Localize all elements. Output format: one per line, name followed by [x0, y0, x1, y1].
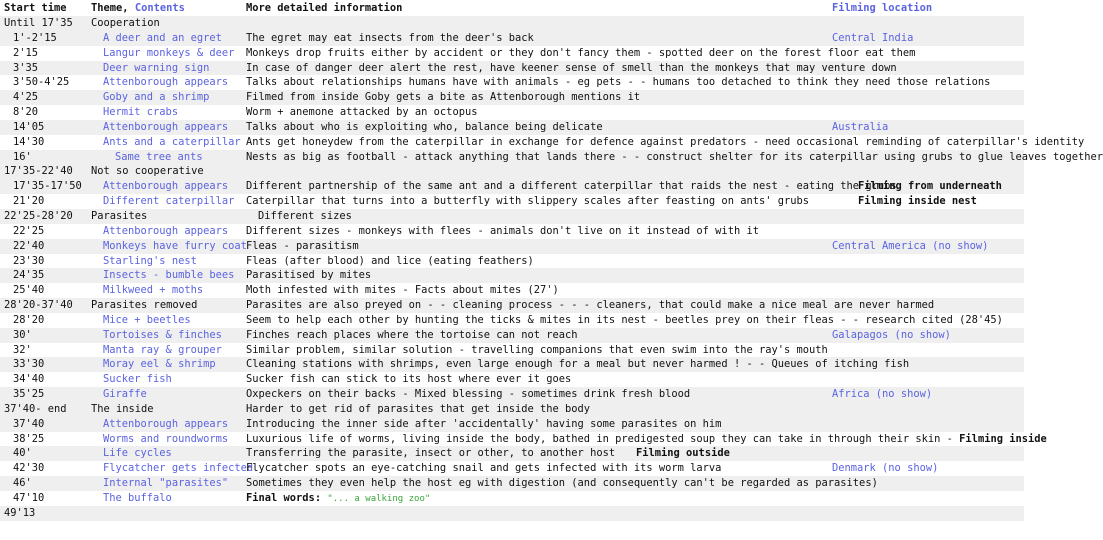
- start-time: 22'40: [13, 239, 45, 252]
- start-time: 22'25: [13, 224, 45, 237]
- section-row: [0, 16, 1024, 31]
- detail-text: [246, 372, 571, 387]
- start-time: 3'35: [13, 61, 39, 74]
- header-location: Filming location: [832, 2, 933, 14]
- start-time: 21'20: [13, 195, 45, 208]
- table-row: [0, 194, 1024, 209]
- start-time: 30': [13, 328, 32, 341]
- detail-body: Ants get honeydew from the caterpillar in exchange for defence against predators - need occasional reminding of caterpillar's identity: [246, 135, 1085, 148]
- start-time: 28'20: [13, 313, 45, 326]
- detail-text: [246, 254, 534, 269]
- detail-body: Different partnership of the same ant and a different caterpillar that raids the nest - eating the grubs: [246, 180, 897, 193]
- detail-text: [246, 268, 371, 283]
- section-row: [0, 402, 1024, 417]
- table-row: [0, 357, 1024, 372]
- contents-item: Hermit crabs: [103, 106, 179, 119]
- start-time: 47'10: [13, 492, 45, 504]
- contents-item: Insects - bumble bees: [103, 269, 235, 282]
- start-time: 37'40- end: [4, 402, 67, 415]
- contents-item: The buffalo: [103, 492, 172, 504]
- detail-text: [246, 417, 721, 432]
- start-time: 14'05: [13, 120, 45, 133]
- start-time: 25'40: [13, 284, 45, 297]
- detail-text: [246, 61, 897, 76]
- start-time: 34'40: [13, 373, 45, 386]
- detail-body: Monkeys drop fruits either by accident or they don't fancy them - spotted deer on the forest floor eat them: [246, 46, 916, 59]
- contents-item: Internal "parasites": [103, 477, 229, 490]
- table-row: [0, 491, 1024, 506]
- detail-body: Caterpillar that turns into a butterfly with slippery scales after feasting on ants' grubs: [246, 195, 810, 208]
- detail-text: [246, 179, 897, 194]
- start-time: 22'25-28'20: [4, 209, 73, 222]
- detail-text: [246, 135, 1084, 150]
- detail-text: [246, 476, 878, 491]
- contents-item: A deer and an egret: [103, 31, 222, 44]
- table-row: [0, 239, 1024, 254]
- detail-text: [246, 432, 1047, 447]
- contents-item: Attenborough appears: [103, 180, 229, 193]
- section-theme: The inside: [91, 402, 154, 415]
- start-time: 2'15: [13, 46, 39, 59]
- detail-body: Different sizes - monkeys with flees - animals don't live on it instead of with it: [246, 224, 759, 237]
- contents-item: Mice + beetles: [103, 313, 191, 326]
- detail-body: Similar problem, similar solution - travelling companions that even swim into the ray's mouth: [246, 343, 828, 356]
- start-time: 49'13: [4, 506, 36, 519]
- contents-item: Different caterpillar: [103, 195, 235, 208]
- section-theme: Parasites removed: [91, 299, 198, 312]
- contents-item: Attenborough appears: [103, 76, 229, 89]
- filming-location: Central India: [832, 31, 914, 44]
- start-time: 28'20-37'40: [4, 299, 73, 312]
- filming-location: Australia: [832, 120, 889, 133]
- detail-body: Final words:: [246, 492, 322, 504]
- detail-body: Cleaning stations with shrimps, even large enough for a meal but never harmed ! - - Queues of itching fish: [246, 358, 910, 371]
- table-row: [0, 254, 1024, 269]
- detail-body: Sucker fish can stick to its host where ever it goes: [246, 373, 572, 386]
- start-time: 14'30: [13, 135, 45, 148]
- detail-text: [246, 328, 578, 343]
- table-row: [0, 417, 1024, 432]
- table-row: [0, 120, 1024, 135]
- start-time: 46': [13, 477, 32, 490]
- contents-item: Moray eel & shrimp: [103, 358, 216, 371]
- contents-item: Sucker fish: [103, 373, 172, 386]
- detail-text: [246, 120, 603, 135]
- detail-text: [246, 239, 359, 254]
- section-row: [0, 209, 1024, 224]
- detail-body: Oxpeckers on their backs - Mixed blessing - sometimes drink fresh blood: [246, 388, 691, 401]
- table-row: [0, 387, 1024, 402]
- table-row: [0, 75, 1024, 90]
- section-theme: Not so cooperative: [91, 165, 204, 178]
- table-row: [0, 328, 1024, 343]
- start-time: 4'25: [13, 91, 39, 104]
- detail-text: [246, 402, 590, 417]
- start-time: 35'25: [13, 388, 45, 401]
- detail-text: [246, 357, 909, 372]
- filming-location: Galapagos (no show): [832, 328, 951, 341]
- contents-item: Manta ray & grouper: [103, 343, 222, 356]
- section-theme: Cooperation: [91, 17, 160, 29]
- detail-body: Seem to help each other by hunting the ticks & mites in its nest - beetles prey on their fleas - - research cited (28'45): [246, 313, 1003, 326]
- detail-text: [246, 491, 430, 507]
- start-time: 33'30: [13, 358, 45, 371]
- table-row: [0, 179, 1024, 194]
- detail-text: [246, 387, 690, 402]
- contents-item: Milkweed + moths: [103, 284, 204, 297]
- detail-body: Fleas (after blood) and lice (eating feathers): [246, 254, 534, 267]
- detail-text: [246, 343, 828, 358]
- contents-item: Attenborough appears: [103, 224, 229, 237]
- start-time: 3'50-4'25: [13, 76, 70, 89]
- detail-text: [246, 446, 615, 461]
- start-time: 8'20: [13, 106, 39, 119]
- detail-body: Talks about who is exploiting who, balance being delicate: [246, 120, 603, 133]
- start-time: 40': [13, 447, 32, 460]
- section-row: [0, 298, 1024, 313]
- contents-item: Monkeys have furry coat: [103, 239, 247, 252]
- start-time: 23'30: [13, 254, 45, 267]
- detail-body: In case of danger deer alert the rest, have keener sense of smell than the monkeys that may venture down: [246, 61, 897, 74]
- final-quote: "... a walking zoo": [327, 494, 431, 504]
- start-time: 37'40: [13, 417, 45, 430]
- header-start-time: Start time: [4, 2, 67, 14]
- detail-body: Nests as big as football - attack anything that lands there - - construct shelter for its caterpillar using grubs to glue leaves together: [246, 150, 1103, 163]
- table-row: [0, 135, 1085, 150]
- table-row: [0, 432, 1047, 447]
- table-row: [0, 150, 1103, 165]
- detail-body: Fleas - parasitism: [246, 239, 359, 252]
- contents-item: Giraffe: [103, 388, 147, 401]
- contents-item: Attenborough appears: [103, 417, 229, 430]
- detail-body: Parasitised by mites: [246, 269, 372, 282]
- detail-text: [246, 46, 915, 61]
- filming-note: Filming inside nest: [858, 195, 977, 208]
- table-row: [0, 476, 1024, 491]
- header-row: [0, 0, 1024, 16]
- contents-item: Life cycles: [103, 447, 172, 460]
- start-time: 16': [13, 150, 32, 163]
- detail-text: [246, 105, 477, 120]
- notes-rows: [0, 16, 1103, 521]
- start-time: 24'35: [13, 269, 45, 282]
- header-contents-label: Contents: [134, 2, 185, 14]
- table-row: [0, 283, 1024, 298]
- table-row: [0, 105, 1024, 120]
- contents-item: Goby and a shrimp: [103, 91, 210, 104]
- detail-body: The egret may eat insects from the deer's back: [246, 31, 534, 44]
- header-theme-label: Theme,: [91, 2, 129, 14]
- table-row: [0, 61, 1024, 76]
- contents-item: Ants and a caterpillar: [103, 135, 241, 148]
- contents-item: Attenborough appears: [103, 120, 229, 133]
- detail-text: [246, 90, 640, 105]
- filming-note: Filming outside: [636, 447, 730, 460]
- start-time: Until 17'35: [4, 17, 73, 29]
- detail-text: [246, 194, 809, 209]
- detail-text: [246, 298, 934, 313]
- contents-item: Deer warning sign: [103, 61, 210, 74]
- filming-location: Central America (no show): [832, 239, 989, 252]
- contents-item: Tortoises & finches: [103, 328, 222, 341]
- detail-body: Parasites are also preyed on - - cleaning process - - - cleaners, that could make a nice meal are never harmed: [246, 299, 935, 312]
- table-row: [0, 372, 1024, 387]
- end-row: [0, 506, 1024, 521]
- detail-text: [246, 461, 721, 476]
- detail-body: Flycatcher spots an eye-catching snail and gets infected with its worm larva: [246, 462, 722, 475]
- detail-body: Luxurious life of worms, living inside the body, bathed in predigested soup they can take in through their skin -: [246, 432, 953, 445]
- detail-body: Moth infested with mites - Facts about mites (27'): [246, 284, 559, 297]
- start-time: 38'25: [13, 432, 45, 445]
- start-time: 17'35-22'40: [4, 165, 73, 178]
- detail-body: Filmed from inside Goby gets a bite as Attenborough mentions it: [246, 91, 641, 104]
- start-time: 1'-2'15: [13, 31, 57, 44]
- detail-body: Transferring the parasite, insect or other, to another host: [246, 447, 616, 460]
- table-row: [0, 90, 1024, 105]
- detail-text: [246, 31, 534, 46]
- table-row: [0, 461, 1024, 476]
- start-time: 17'35-17'50: [13, 180, 82, 193]
- contents-item: Starling's nest: [103, 254, 197, 267]
- detail-body: Introducing the inner side after 'accidentally' having some parasites on him: [246, 417, 722, 430]
- header-theme: [91, 0, 185, 16]
- detail-body: Different sizes: [258, 209, 352, 222]
- contents-item: Flycatcher gets infected: [103, 462, 254, 475]
- filming-location: Africa (no show): [832, 388, 933, 401]
- detail-text: [258, 209, 352, 224]
- detail-text: [246, 313, 1003, 328]
- header-detail: More detailed information: [246, 2, 403, 14]
- filming-location: Denmark (no show): [832, 462, 939, 475]
- contents-item: Worms and roundworms: [103, 432, 229, 445]
- table-row: [0, 313, 1024, 328]
- table-row: [0, 46, 1024, 61]
- filming-note: Filming inside: [959, 432, 1047, 445]
- contents-item: Same tree ants: [115, 150, 203, 163]
- section-row: [0, 164, 1024, 179]
- table-row: [0, 268, 1024, 283]
- section-theme: Parasites: [91, 209, 148, 222]
- detail-text: [246, 75, 990, 90]
- detail-body: Worm + anemone attacked by an octopus: [246, 106, 478, 119]
- table-row: [0, 343, 1024, 358]
- detail-text: [246, 224, 759, 239]
- detail-body: Finches reach places where the tortoise can not reach: [246, 328, 578, 341]
- start-time: 42'30: [13, 462, 45, 475]
- table-row: [0, 31, 1024, 46]
- contents-item: Langur monkeys & deer: [103, 46, 235, 59]
- table-row: [0, 224, 1024, 239]
- detail-body: Harder to get rid of parasites that get inside the body: [246, 402, 591, 415]
- detail-text: [246, 150, 1103, 165]
- table-row: [0, 446, 1024, 461]
- filming-note: Filming from underneath: [858, 180, 1002, 193]
- start-time: 32': [13, 343, 32, 356]
- detail-body: Talks about relationships humans have with animals - eg pets - - humans too detached to think they need those relations: [246, 76, 991, 89]
- detail-text: [246, 283, 559, 298]
- detail-body: Sometimes they even help the host eg with digestion (and consequently can't be regarded as parasites): [246, 477, 878, 490]
